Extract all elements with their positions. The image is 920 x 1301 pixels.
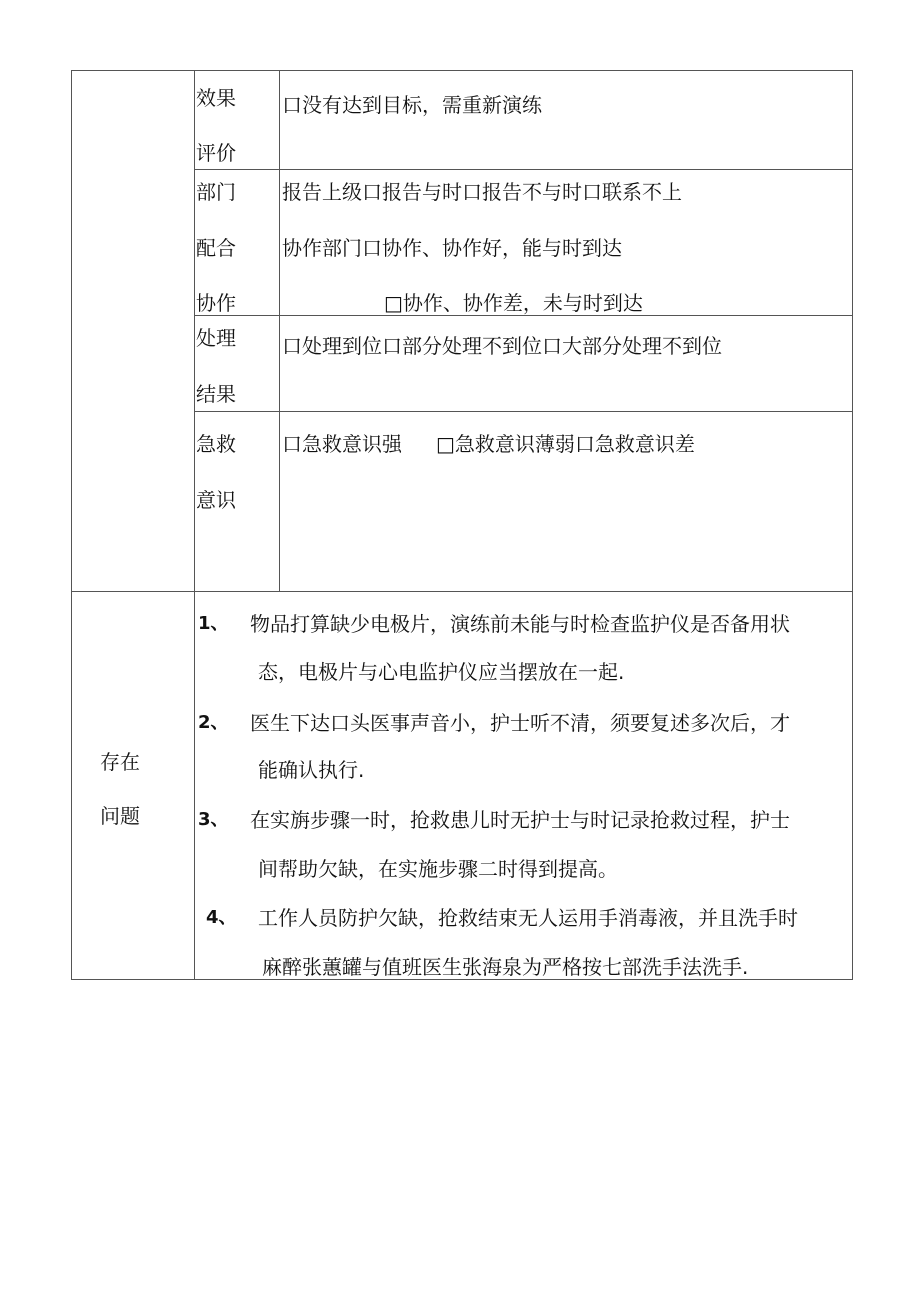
problem-3-line2: 间帮助欠缺，在实施步骤二时得到提高。 bbox=[258, 857, 618, 881]
problem-3-number: 3、 bbox=[198, 809, 229, 830]
table-divider-row-1 bbox=[194, 169, 853, 170]
problem-2-number: 2、 bbox=[198, 712, 229, 733]
problem-1-line1: 物品打算缺少电极片，演练前未能与时检查监护仪是否备用状 bbox=[250, 612, 790, 636]
problem-2-line1: 医生下达口头医事声音小，护士听不清，须要复述多次后，才 bbox=[250, 711, 790, 735]
effect-label-line2: 评价 bbox=[196, 141, 236, 165]
problem-4-line1: 工作人员防护欠缺，抢救结束无人运用手消毒液，并且洗手时 bbox=[258, 906, 798, 930]
coordination-content-line2: 协作部门口协作、协作好，能与时到达 bbox=[282, 236, 622, 260]
table-divider-row-3 bbox=[194, 411, 853, 412]
result-label-line2: 结果 bbox=[196, 382, 236, 406]
coordination-label-line3: 协作 bbox=[196, 291, 236, 315]
problem-2-line2: 能确认执行. bbox=[258, 758, 365, 782]
problem-4-number: 4、 bbox=[206, 907, 237, 928]
coordination-label-line2: 配合 bbox=[196, 236, 236, 260]
problem-4-line2: 麻醉张蕙罐与值班医生张海泉为严格按七部洗手法洗手. bbox=[262, 955, 749, 979]
awareness-content-part2: □急救意识薄弱口急救意识差 bbox=[436, 432, 695, 456]
awareness-label-line1: 急救 bbox=[196, 432, 236, 456]
table-border bbox=[71, 70, 853, 980]
coordination-content-line1: 报告上级口报告与时口报告不与时口联系不上 bbox=[282, 180, 682, 204]
awareness-content-part1: 口急救意识强 bbox=[282, 432, 402, 456]
coordination-content-line3: □协作、协作差，未与时到达 bbox=[384, 291, 643, 315]
effect-content: 口没有达到目标，需重新演练 bbox=[282, 93, 542, 117]
table-divider-vertical-left bbox=[194, 70, 195, 980]
result-content: 口处理到位口部分处理不到位口大部分处理不到位 bbox=[282, 334, 722, 358]
problems-label-line2: 问题 bbox=[100, 804, 140, 828]
result-label-line1: 处理 bbox=[196, 326, 236, 350]
problem-1-number: 1、 bbox=[198, 613, 229, 634]
table-divider-vertical-right bbox=[279, 70, 280, 591]
table-divider-row-2 bbox=[194, 315, 853, 316]
awareness-label-line2: 意识 bbox=[196, 488, 236, 512]
effect-label-line1: 效果 bbox=[196, 86, 236, 110]
problems-label-line1: 存在 bbox=[100, 750, 140, 774]
table-divider-row-4 bbox=[71, 591, 853, 592]
problem-1-line2: 态，电极片与心电监护仪应当摆放在一起. bbox=[258, 660, 625, 684]
coordination-label-line1: 部门 bbox=[196, 180, 236, 204]
problem-3-line1: 在实旃步骤一时，抢救患儿时无护士与时记录抢救过程，护士 bbox=[250, 808, 790, 832]
